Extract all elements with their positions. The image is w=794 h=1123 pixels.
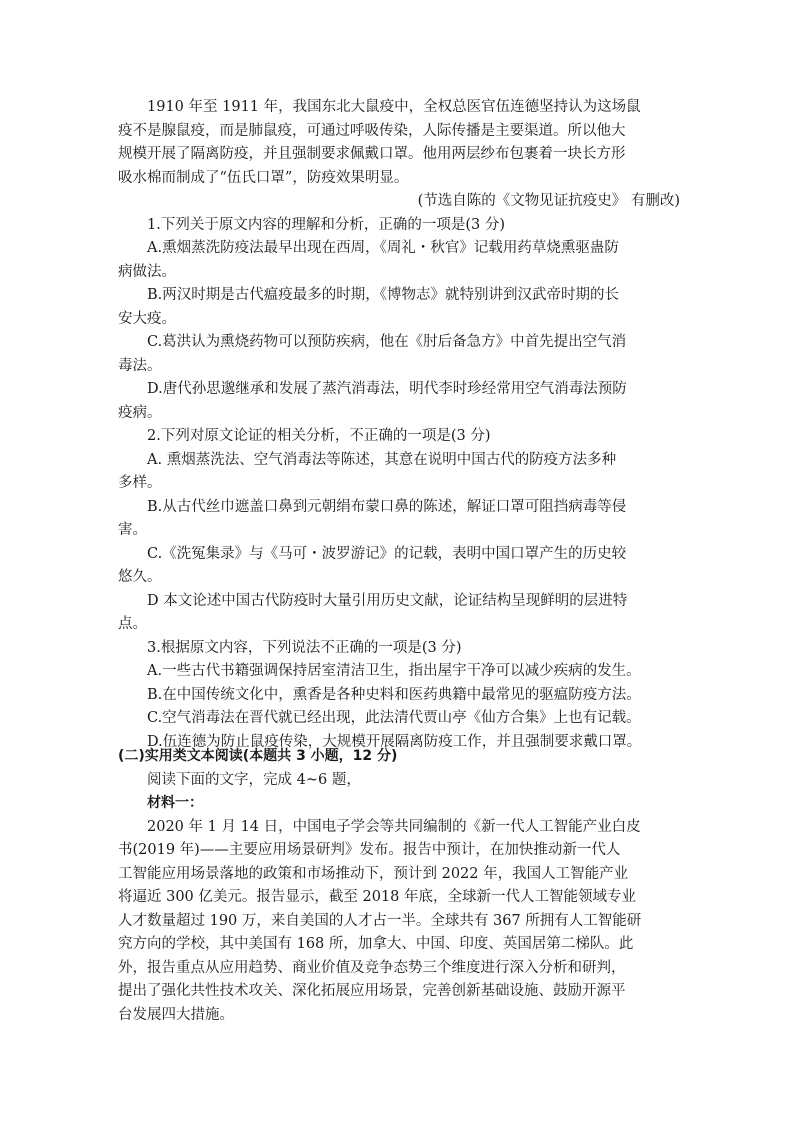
question-3-stem: 3.根据原文内容，下列说法不正确的一项是(3 分) <box>147 639 462 656</box>
material-line: 外，报告重点从应用趋势、商业价值及竞争态势三个维度进行深入分析和研判， <box>118 959 626 976</box>
q2-option-c-cont: 悠久。 <box>118 569 162 585</box>
material-label: 材料一： <box>147 795 203 811</box>
paragraph-line: 规模开展了隔离防疫，并且强制要求佩戴口罩。他用两层纱布包裹着一块长方形 <box>118 146 626 162</box>
q1-option-c-cont: 毒法。 <box>118 357 162 374</box>
q1-option-b: B.两汉时期是古代瘟疫最多的时期，《博物志》就特别讲到汉武帝时期的长 <box>147 287 620 303</box>
material-line: 书(2019 年)——主要应用场景研判》发布。报告中预计，在加快推动新一代人 <box>118 842 621 858</box>
q1-option-d: D.唐代孙思邈继承和发展了蒸汽消毒法，明代李时珍经常用空气消毒法预防 <box>147 381 627 397</box>
q3-option-b: B.在中国传统文化中，熏香是各种史料和医药典籍中最常见的驱瘟防疫方法。 <box>147 686 641 703</box>
material-line: 将逼近 300 亿美元。报告显示，截至 2018 年底，全球新一代人工智能领域专业 <box>118 889 637 905</box>
q3-option-d: D.伍连德为防止鼠疫传染，大规模开展隔离防疫工作，并且强制要求戴口罩。 <box>147 733 642 750</box>
paragraph-line: 吸水棉而制成了“伍氏口罩”，防疫效果明显。 <box>118 169 409 186</box>
q2-option-d: D 本文论述中国古代防疫时大量引用历史文献，论证结构呈现鲜明的层进特 <box>147 592 628 609</box>
material-line: 究方向的学校，其中美国有 168 所，加拿大、中国、印度、英国居第二梯队。此 <box>118 936 634 952</box>
q1-option-c: C.葛洪认为熏烧药物可以预防疾病，他在《肘后备急方》中首先提出空气消 <box>147 334 627 350</box>
section-instruction: 阅读下面的文字，完成 4~6 题， <box>147 771 361 788</box>
q2-option-a: A. 熏烟蒸洗法、空气消毒法等陈述，其意在说明中国古代的防疫方法多种 <box>147 451 617 468</box>
material-line: 人才数量超过 190 万，来自美国的人才占一半。全球共有 367 所拥有人工智能研 <box>118 912 642 929</box>
paragraph-line: 疫不是腺鼠疫，而是肺鼠疫，可通过呼吸传染，人际传播是主要渠道。所以他大 <box>118 122 626 139</box>
q1-option-a-cont: 病做法。 <box>118 263 176 280</box>
question-2-stem: 2.下列对原文论证的相关分析，不正确的一项是(3 分) <box>147 428 491 444</box>
q2-option-c: C.《洗冤集录》与《马可・波罗游记》的记载，表明中国口罩产生的历史较 <box>147 545 627 562</box>
passage-section-1 <box>118 96 686 754</box>
q3-option-c: C.空气消毒法在晋代就已经出现，此法清代贾山亭《仙方合集》上也有记载。 <box>147 710 641 726</box>
material-line: 2020 年 1 月 14 日，中国电子学会等共同编制的《新一代人工智能产业白皮 <box>147 818 641 835</box>
material-line: 提出了强化共性技术攻关、深化拓展应用场景，完善创新基础设施、鼓励开源平 <box>118 983 626 999</box>
q3-option-a: A.一些古代书籍强调保持居室清洁卫生，指出屋宇干净可以减少疾病的发生。 <box>147 663 641 679</box>
q2-option-b: B.从古代丝巾遮盖口鼻到元朝绢布蒙口鼻的陈述，解证口罩可阻挡病毒等侵 <box>147 498 627 515</box>
q1-option-a: A.熏烟蒸洗防疫法最早出现在西周，《周礼・秋官》记载用药草烧熏驱蛊防 <box>147 240 619 256</box>
q2-option-b-cont: 害。 <box>118 522 147 538</box>
q1-option-b-cont: 安大疫。 <box>118 310 176 327</box>
material-line: 台发展四大措施。 <box>118 1006 234 1023</box>
source-citation: (节选自陈的《文物见证抗疫史》 有删改) <box>417 193 680 209</box>
material-line: 工智能应用场景落地的政策和市场推动下，预计到 2022 年，我国人工智能产业 <box>118 865 629 882</box>
q1-option-d-cont: 疫病。 <box>118 404 162 421</box>
paragraph-line: 1910 年至 1911 年，我国东北大鼠疫中，全权总医官伍连德坚持认为这场鼠 <box>147 99 641 115</box>
q2-option-d-cont: 点。 <box>118 616 147 632</box>
passage-section-2 <box>118 745 686 1027</box>
question-1-stem: 1.下列关于原文内容的理解和分析，正确的一项是(3 分) <box>147 216 505 233</box>
q2-option-a-cont: 多样。 <box>118 475 162 491</box>
section-heading: (二)实用类文本阅读(本题共 3 小题，12 分) <box>118 748 398 764</box>
